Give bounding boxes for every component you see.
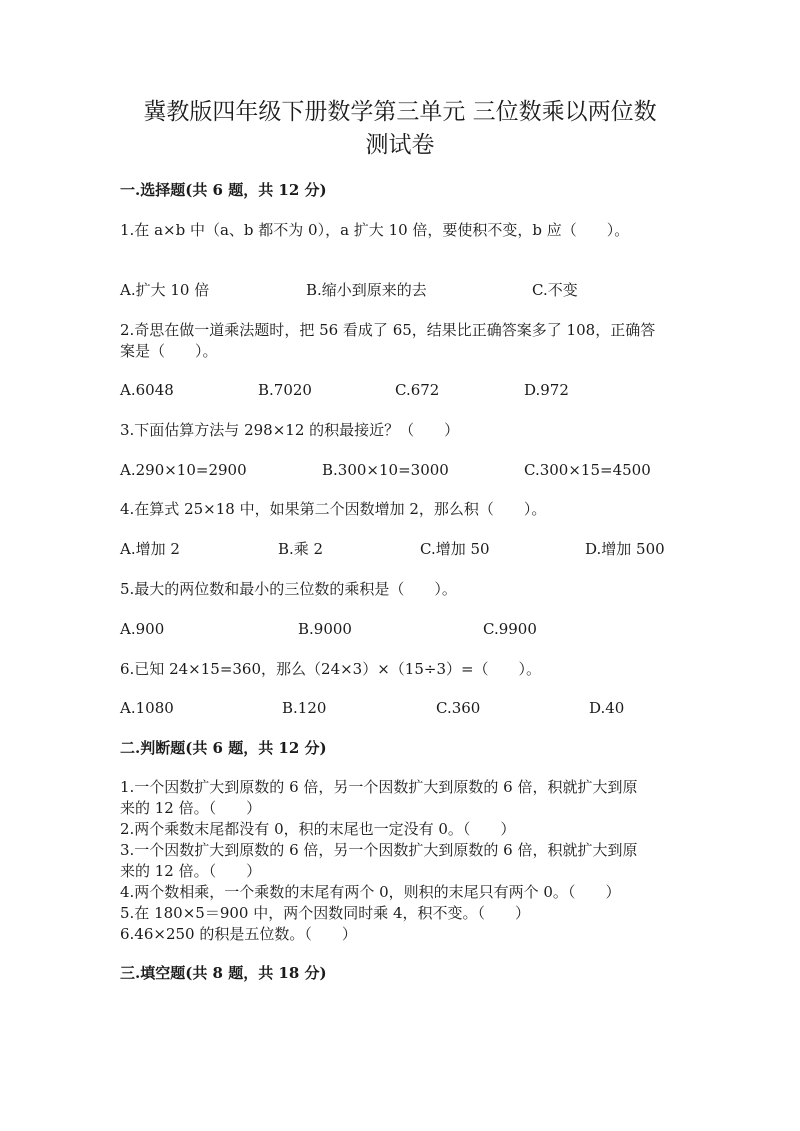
question-1-option-a: A.扩大 10 倍 bbox=[120, 281, 210, 299]
question-6-text: 6.已知 24×15=360，那么（24×3）×（15÷3）=（ ）。 bbox=[120, 660, 542, 678]
question-5-option-b: B.9000 bbox=[298, 620, 352, 638]
question-3-option-a: A.290×10=2900 bbox=[120, 461, 247, 479]
question-4-option-b: B.乘 2 bbox=[278, 540, 324, 558]
page-title: 冀教版四年级下册数学第三单元 三位数乘以两位数 bbox=[143, 99, 657, 125]
question-6-option-a: A.1080 bbox=[120, 699, 174, 717]
question-2-text-cont: 案是（ ）。 bbox=[120, 342, 218, 360]
question-5-option-c: C.9900 bbox=[483, 620, 537, 638]
question-3-text: 3.下面估算方法与 298×12 的积最接近？（ ） bbox=[120, 421, 460, 439]
question-5-option-a: A.900 bbox=[120, 620, 165, 638]
question-3-option-b: B.300×10=3000 bbox=[322, 461, 449, 479]
question-2-option-a: A.6048 bbox=[120, 381, 174, 399]
question-2-option-c: C.672 bbox=[395, 381, 440, 399]
section-heading-true-false: 二.判断题(共 6 题，共 12 分) bbox=[120, 739, 327, 757]
question-6-option-b: B.120 bbox=[282, 699, 327, 717]
question-5-text: 5.最大的两位数和最小的三位数的乘积是（ ）。 bbox=[120, 580, 457, 598]
question-6-option-c: C.360 bbox=[436, 699, 481, 717]
judge-line: 6.46×250 的积是五位数。（ ） bbox=[120, 925, 357, 943]
judge-line: 5.在 180×5＝900 中，两个因数同时乘 4，积不变。（ ） bbox=[120, 904, 531, 922]
judge-line: 3.一个因数扩大到原数的 6 倍，另一个因数扩大到原数的 6 倍，积就扩大到原 bbox=[120, 841, 638, 859]
question-1-text: 1.在 a×b 中（a、b 都不为 0），a 扩大 10 倍，要使积不变，b 应（ ）。 bbox=[120, 221, 630, 239]
question-3-option-c: C.300×15=4500 bbox=[524, 461, 651, 479]
question-6-option-d: D.40 bbox=[589, 699, 625, 717]
section-heading-choice: 一.选择题(共 6 题，共 12 分) bbox=[120, 181, 327, 199]
question-4-option-a: A.增加 2 bbox=[120, 540, 180, 558]
question-1-option-c: C.不变 bbox=[532, 281, 578, 299]
question-2-text: 2.奇思在做一道乘法题时，把 56 看成了 65，结果比正确答案多了 108，正确答 bbox=[120, 321, 656, 339]
question-2-option-d: D.972 bbox=[524, 381, 569, 399]
question-4-option-d: D.增加 500 bbox=[585, 540, 665, 558]
judge-line: 4.两个数相乘，一个乘数的末尾有两个 0，则积的末尾只有两个 0。（ ） bbox=[120, 883, 621, 901]
judge-line: 来的 12 倍。（ ） bbox=[120, 799, 262, 817]
page-title-line2: 测试卷 bbox=[365, 132, 435, 158]
question-4-text: 4.在算式 25×18 中，如果第二个因数增加 2，那么积（ ）。 bbox=[120, 500, 547, 518]
question-4-option-c: C.增加 50 bbox=[420, 540, 490, 558]
section-heading-fill-blank: 三.填空题(共 8 题，共 18 分) bbox=[120, 964, 327, 982]
question-2-option-b: B.7020 bbox=[258, 381, 312, 399]
question-1-option-b: B.缩小到原来的去 bbox=[306, 281, 427, 299]
judge-line: 2.两个乘数末尾都没有 0，积的末尾也一定没有 0。（ ） bbox=[120, 820, 516, 838]
judge-line: 来的 12 倍。（ ） bbox=[120, 862, 262, 880]
judge-line: 1.一个因数扩大到原数的 6 倍，另一个因数扩大到原数的 6 倍，积就扩大到原 bbox=[120, 778, 638, 796]
